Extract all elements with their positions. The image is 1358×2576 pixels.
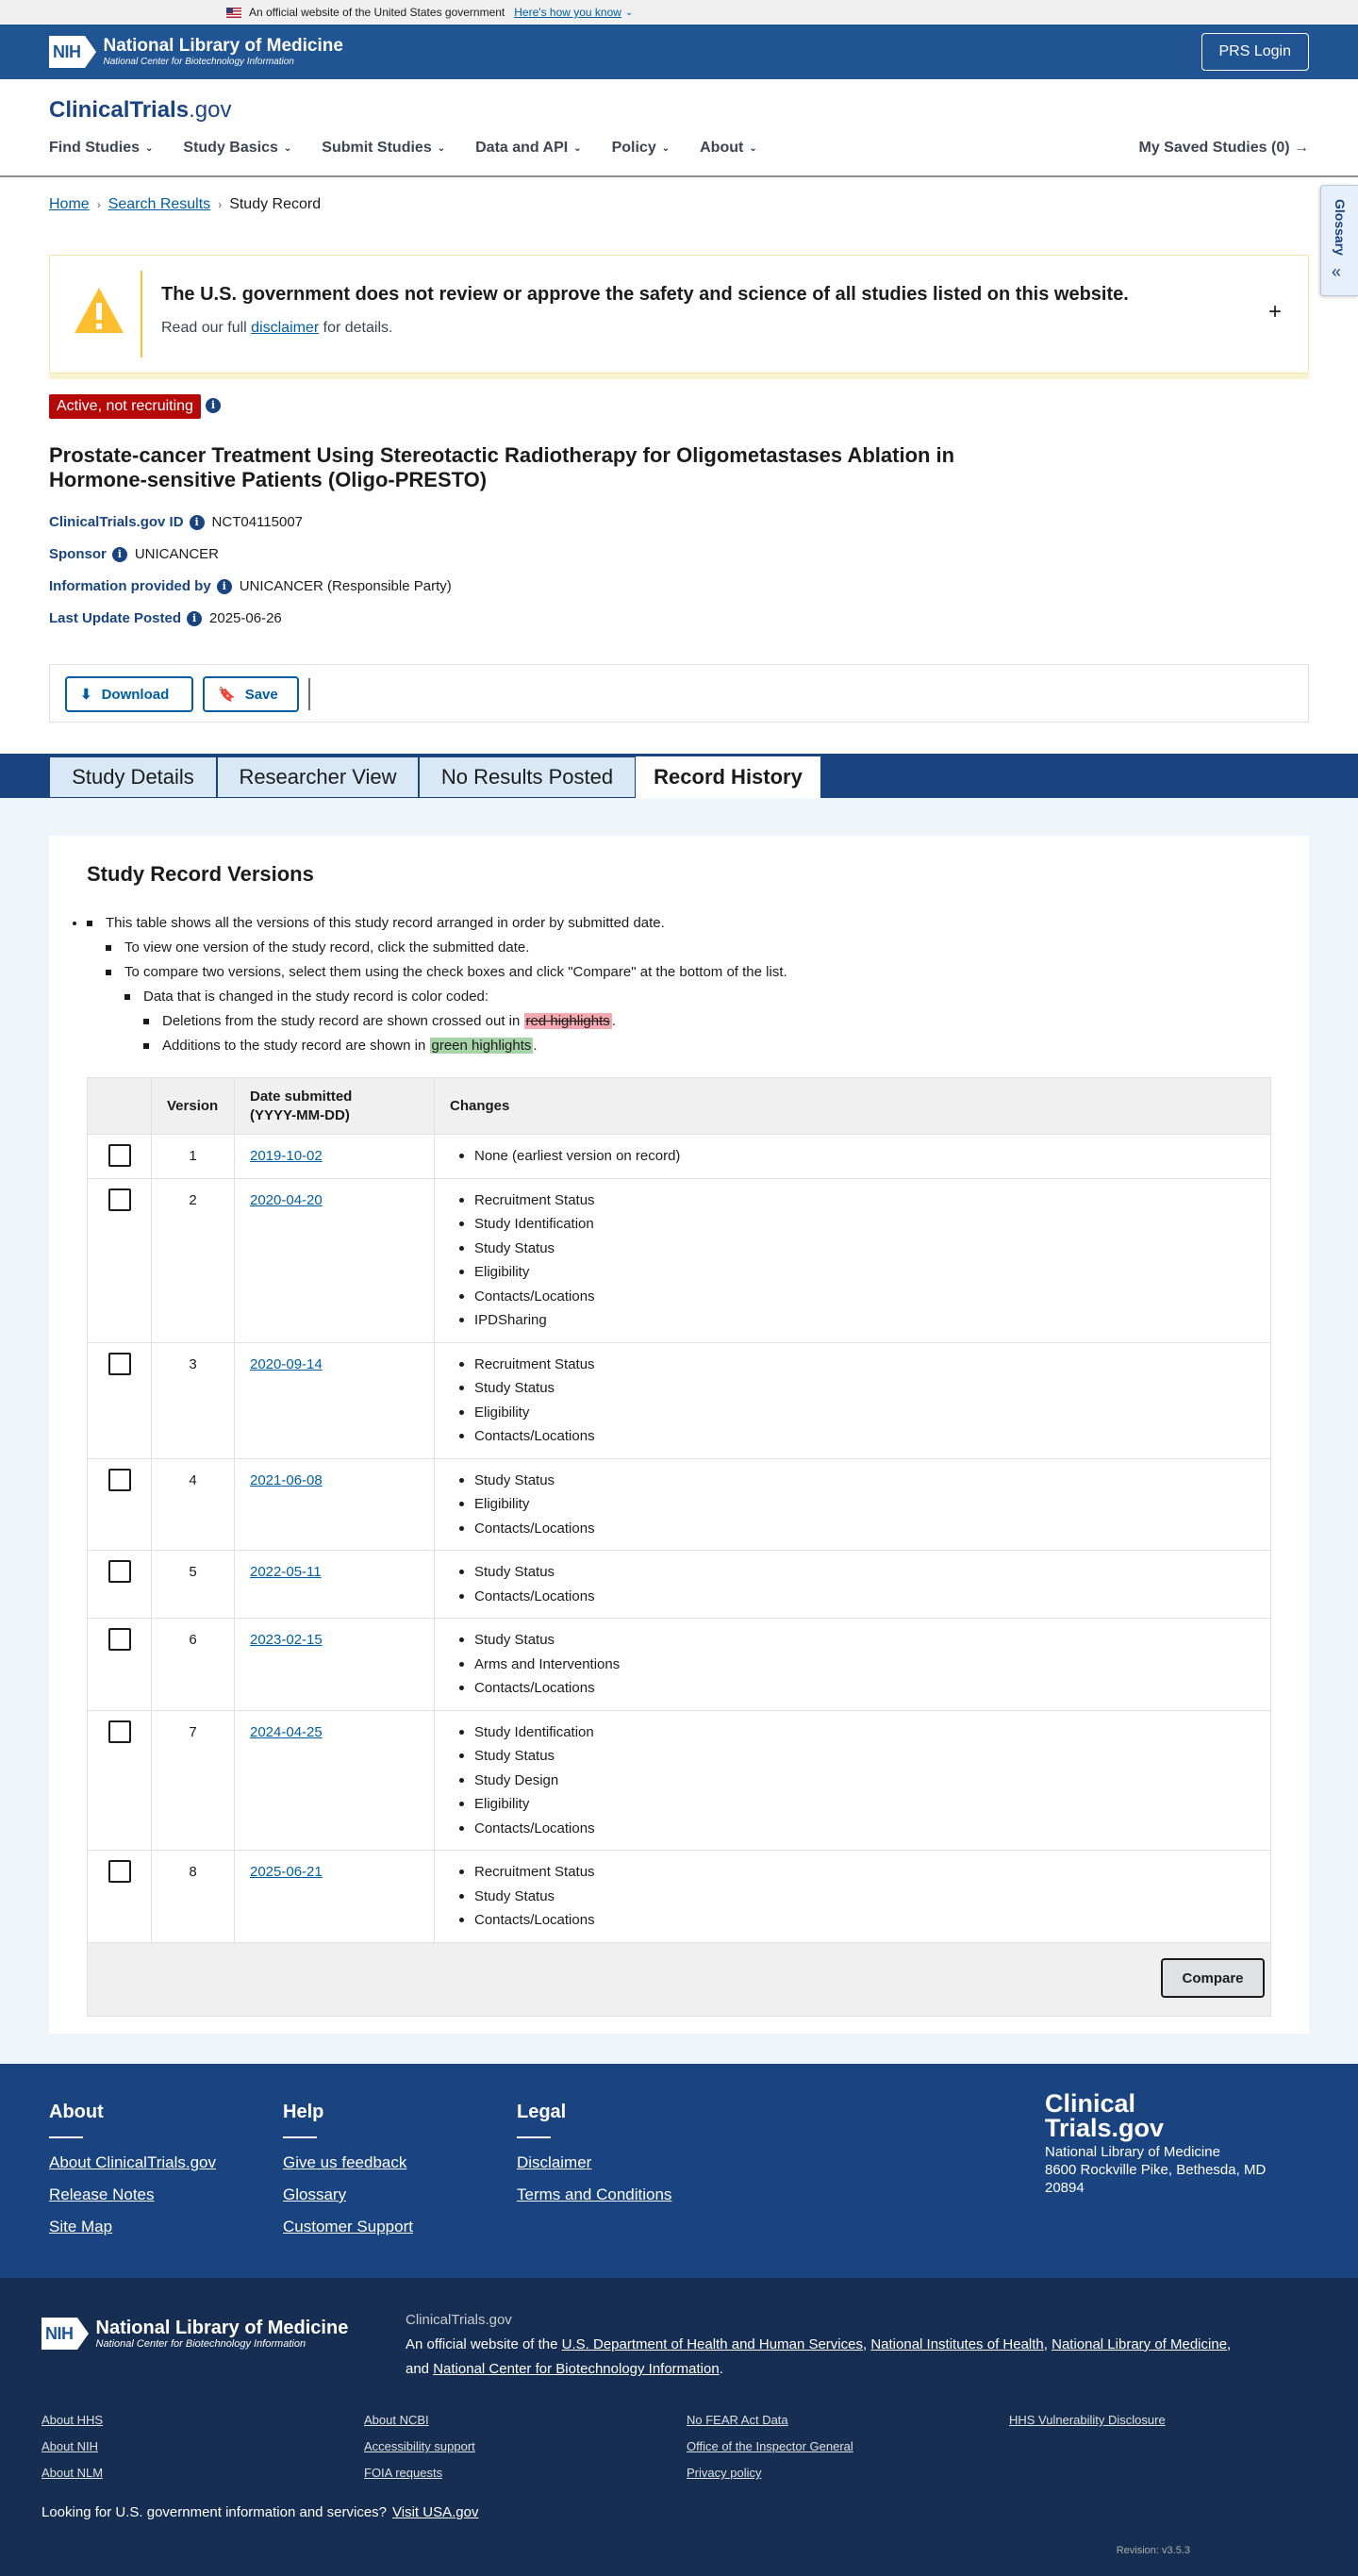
- site-header: [0, 79, 1358, 177]
- nav-about[interactable]: About ⌄: [700, 140, 757, 156]
- chevron-down-icon: ⌄: [145, 142, 154, 154]
- chevron-down-icon: ⌄: [661, 142, 671, 154]
- nih-header: [0, 25, 1358, 79]
- date-cell: [235, 1619, 435, 1711]
- note-5: Deletions from the study record are shown crossed out in red highlights .: [143, 1009, 787, 1034]
- version-number: 2: [152, 1178, 235, 1342]
- footer-link[interactable]: Terms and Conditions: [517, 2185, 672, 2203]
- changes-cell: [435, 1851, 1271, 1943]
- info-icon[interactable]: i: [187, 611, 202, 626]
- version-date-link[interactable]: 2021-06-08: [250, 1471, 323, 1488]
- study-actions: [49, 664, 1309, 723]
- changes-cell: [435, 1178, 1271, 1342]
- col-select: [88, 1078, 152, 1135]
- version-number: 7: [152, 1710, 235, 1851]
- footer-link[interactable]: Office of the Inspector General: [687, 2439, 853, 2453]
- select-cell: [88, 1851, 152, 1943]
- footer-links-col1: [41, 2407, 103, 2486]
- footer-link[interactable]: About NIH: [41, 2439, 98, 2453]
- download-icon: ⬇: [80, 687, 92, 703]
- changes-cell: [435, 1710, 1271, 1851]
- select-cell: [88, 1619, 152, 1711]
- change-item: Contacts/Locations: [450, 1817, 1255, 1841]
- version-date-link[interactable]: 2022-05-11: [250, 1564, 322, 1580]
- us-flag-icon: [226, 8, 241, 18]
- footer-link[interactable]: FOIA requests: [364, 2466, 443, 2480]
- change-item: Recruitment Status: [450, 1860, 1255, 1885]
- disclaimer-alert: [49, 255, 1309, 379]
- change-item: Study Status: [450, 1628, 1255, 1653]
- download-button[interactable]: ⬇ Download: [65, 676, 193, 712]
- alert-text: Read our full disclaimer for details.: [161, 320, 393, 336]
- change-item: Recruitment Status: [450, 1353, 1255, 1377]
- version-checkbox[interactable]: [108, 1560, 131, 1583]
- version-number: 5: [152, 1551, 235, 1619]
- bookmark-icon: 🔖: [218, 687, 236, 703]
- footer-link[interactable]: Customer Support: [283, 2218, 413, 2235]
- chevron-down-icon: ⌄: [283, 142, 292, 154]
- changes-cell: [435, 1458, 1271, 1551]
- info-icon[interactable]: i: [190, 515, 205, 530]
- version-checkbox[interactable]: [108, 1188, 131, 1211]
- meta-ct-id: ClinicalTrials.gov ID i NCT04115007: [49, 514, 303, 530]
- nav-submit-studies[interactable]: Submit Studies ⌄: [322, 140, 446, 156]
- info-icon[interactable]: i: [217, 579, 232, 594]
- change-item: IPDSharing: [450, 1308, 1255, 1333]
- footer-links-col4: [1009, 2407, 1166, 2434]
- clinicaltrials-logo[interactable]: ClinicalTrials.gov: [49, 97, 232, 123]
- nih-subtitle: National Center for Biotechnology Information: [103, 56, 294, 67]
- date-cell: [235, 1135, 435, 1179]
- footer-link[interactable]: About HHS: [41, 2413, 104, 2427]
- select-cell: [88, 1178, 152, 1342]
- nih-mark: NIH: [49, 36, 85, 68]
- arrow-right-icon: →: [1294, 140, 1309, 156]
- change-item: Study Identification: [450, 1720, 1255, 1745]
- change-item: Contacts/Locations: [450, 1676, 1255, 1701]
- changes-cell: [435, 1551, 1271, 1619]
- table-row: [88, 1710, 1271, 1851]
- footer-legal: Legal Disclaimer Terms and Conditions: [517, 2102, 672, 2203]
- nav-policy[interactable]: Policy ⌄: [611, 140, 671, 156]
- nih-logo[interactable]: [49, 36, 343, 68]
- meta-last-update: Last Update Posted i 2025-06-26: [49, 610, 282, 626]
- versions-notes: [87, 911, 787, 1058]
- version-checkbox[interactable]: [108, 1353, 131, 1375]
- compare-row: [87, 1943, 1271, 2017]
- nav-data-and-api[interactable]: Data and API ⌄: [475, 140, 582, 156]
- meta-info-provided: Information provided by i UNICANCER (Responsible Party): [49, 578, 452, 594]
- change-item: Study Status: [450, 1885, 1255, 1909]
- footer-logo[interactable]: Clinical Trials.gov National Library of Medicine 8600 Rockville Pike, Bethesda, MD 20894: [1045, 2089, 1267, 2196]
- info-icon[interactable]: i: [112, 547, 127, 562]
- versions-table: [87, 1077, 1271, 1943]
- change-item: Contacts/Locations: [450, 1424, 1255, 1449]
- ncbi-link[interactable]: National Center for Biotechnology Information: [433, 2361, 720, 2377]
- change-item: Study Status: [450, 1237, 1255, 1261]
- footer-about: About About ClinicalTrials.gov Release Notes Site Map: [49, 2102, 216, 2235]
- chevron-right-icon: ›: [96, 198, 101, 211]
- table-row: [88, 1178, 1271, 1342]
- table-row: [88, 1342, 1271, 1458]
- nlm-link[interactable]: National Library of Medicine: [1052, 2336, 1228, 2352]
- change-item: Study Design: [450, 1769, 1255, 1793]
- changes-cell: [435, 1619, 1271, 1711]
- change-item: Arms and Interventions: [450, 1653, 1255, 1677]
- meta-sponsor: Sponsor i UNICANCER: [49, 546, 220, 562]
- change-item: Study Status: [450, 1469, 1255, 1493]
- divider: [308, 678, 310, 710]
- footer-link[interactable]: Privacy policy: [687, 2466, 762, 2480]
- version-checkbox[interactable]: [108, 1860, 131, 1883]
- visit-usa-gov-link[interactable]: Visit USA.gov: [392, 2504, 479, 2520]
- footer-links-col2: [364, 2407, 475, 2486]
- footer-link[interactable]: About NLM: [41, 2466, 104, 2480]
- gov-banner-text: An official website of the United States government: [249, 6, 505, 19]
- version-checkbox[interactable]: [108, 1144, 131, 1167]
- nav-study-basics[interactable]: Study Basics ⌄: [183, 140, 292, 156]
- study-title: Prostate-cancer Treatment Using Stereotactic Radiotherapy for Oligometastases Ablation in Hormone-sensitive Patients (Oligo-PRESTO): [49, 443, 955, 491]
- note-2: To view one version of the study record, click the submitted date.: [106, 936, 787, 960]
- save-button[interactable]: 🔖 Save: [203, 676, 299, 712]
- table-row: [88, 1851, 1271, 1943]
- col-version: Version: [152, 1078, 235, 1135]
- chevron-down-icon: ⌄: [749, 142, 757, 154]
- chevron-down-icon[interactable]: ⌄: [624, 7, 634, 18]
- change-item: Study Status: [450, 1560, 1255, 1585]
- note-3: To compare two versions, select them using the check boxes and click "Compare" at the bottom of the list. Data that is changed in the study record is color coded: Deletions from the study record are shown crossed out in red highlights . Additions to the study record are shown in green highlights .: [106, 960, 787, 1058]
- footer-link[interactable]: Give us feedback: [283, 2153, 407, 2171]
- col-changes: Changes: [435, 1078, 1271, 1135]
- status-badge: Active, not recruiting: [49, 394, 201, 419]
- footer-top: [0, 2064, 1358, 2278]
- version-date-link[interactable]: 2025-06-21: [250, 1864, 323, 1880]
- hhs-link[interactable]: U.S. Department of Health and Human Services: [561, 2336, 863, 2352]
- change-item: Eligibility: [450, 1492, 1255, 1517]
- footer-links-col3: [687, 2407, 853, 2486]
- version-number: 3: [152, 1342, 235, 1458]
- footer-help: Help Give us feedback Glossary Customer Support: [283, 2102, 413, 2235]
- breadcrumb: [49, 196, 321, 213]
- footer-link[interactable]: About NCBI: [364, 2413, 429, 2427]
- change-item: Contacts/Locations: [450, 1285, 1255, 1309]
- footer-link[interactable]: No FEAR Act Data: [687, 2413, 788, 2427]
- expand-plus-icon[interactable]: +: [1267, 299, 1282, 324]
- version-date-link[interactable]: 2020-04-20: [250, 1191, 323, 1208]
- nav-find-studies[interactable]: Find Studies ⌄: [49, 140, 154, 156]
- revision-text: Revision: v3.5.3: [1116, 2545, 1190, 2556]
- disclaimer-link[interactable]: disclaimer: [251, 320, 320, 336]
- footer-link[interactable]: HHS Vulnerability Disclosure: [1009, 2413, 1166, 2427]
- version-checkbox[interactable]: [108, 1720, 131, 1743]
- nih-title: National Library of Medicine: [103, 36, 343, 57]
- compare-button[interactable]: Compare: [1161, 1958, 1265, 1998]
- heres-how-you-know-link[interactable]: Here's how you know: [514, 6, 621, 19]
- footer-link[interactable]: Site Map: [49, 2218, 113, 2235]
- date-cell: [235, 1458, 435, 1551]
- select-cell: [88, 1135, 152, 1179]
- change-item: Contacts/Locations: [450, 1517, 1255, 1541]
- change-item: Study Identification: [450, 1212, 1255, 1237]
- select-cell: [88, 1551, 152, 1619]
- nih-link[interactable]: National Institutes of Health: [870, 2336, 1044, 2352]
- change-item: Eligibility: [450, 1792, 1255, 1817]
- note-4: Data that is changed in the study record is color coded: Deletions from the study record are shown crossed out in red highlights . Additions to the study record are shown in green highlights .: [124, 985, 787, 1058]
- select-cell: [88, 1458, 152, 1551]
- change-item: Study Status: [450, 1376, 1255, 1401]
- change-item: Recruitment Status: [450, 1188, 1255, 1213]
- col-date: Date submitted (YYYY-MM-DD): [235, 1078, 435, 1135]
- main-nav: [49, 140, 787, 157]
- footer-bottom: [0, 2278, 1358, 2576]
- table-row: [88, 1619, 1271, 1711]
- footer-link[interactable]: Disclaimer: [517, 2153, 592, 2171]
- chevron-down-icon: ⌄: [437, 142, 446, 154]
- breadcrumb-current: Study Record: [229, 196, 322, 212]
- version-number: 1: [152, 1135, 235, 1179]
- chevron-right-icon: ›: [218, 198, 223, 211]
- my-saved-studies-link[interactable]: My Saved Studies (0) →: [1138, 140, 1309, 156]
- footer-link[interactable]: About ClinicalTrials.gov: [49, 2153, 216, 2171]
- date-cell: [235, 1178, 435, 1342]
- glossary-tab[interactable]: [1320, 185, 1358, 296]
- info-icon[interactable]: i: [206, 398, 221, 413]
- usa-gov-line: Looking for U.S. government information and services? Visit USA.gov: [41, 2504, 479, 2520]
- select-cell: [88, 1710, 152, 1851]
- tab-record-history[interactable]: Record History: [636, 756, 820, 798]
- date-cell: [235, 1551, 435, 1619]
- prs-login-button[interactable]: PRS Login: [1201, 33, 1310, 71]
- versions-heading: Study Record Versions: [87, 862, 314, 886]
- official-website-text: ClinicalTrials.gov An official website of the U.S. Department of Health and Human Services, National Institutes of Health, National Library of Medicine, and National Center for Biotechnology Information.: [406, 2312, 1232, 2377]
- version-date-link[interactable]: 2024-04-25: [250, 1723, 323, 1740]
- glossary-label: Glossary: [1333, 199, 1348, 256]
- tab-no-results-posted[interactable]: No Results Posted: [419, 756, 636, 798]
- note-6: Additions to the study record are shown in green highlights .: [143, 1034, 787, 1058]
- date-cell: [235, 1851, 435, 1943]
- table-row: [88, 1458, 1271, 1551]
- warning-icon: [73, 284, 125, 337]
- change-item: Eligibility: [450, 1401, 1255, 1425]
- change-item: Study Status: [450, 1744, 1255, 1769]
- change-item: Contacts/Locations: [450, 1585, 1255, 1609]
- version-date-link[interactable]: 2020-09-14: [250, 1355, 323, 1372]
- table-row: [88, 1135, 1271, 1179]
- date-cell: [235, 1342, 435, 1458]
- chevron-down-icon: ⌄: [573, 142, 582, 154]
- breadcrumb-search-results[interactable]: Search Results: [108, 196, 211, 212]
- version-number: 6: [152, 1619, 235, 1711]
- double-chevron-left-icon: «: [1332, 262, 1342, 281]
- version-checkbox[interactable]: [108, 1628, 131, 1651]
- nlm-footer-logo[interactable]: NIH National Library of Medicine National Center for Biotechnology Information: [41, 2318, 348, 2350]
- note-1: • This table shows all the versions of this study record arranged in order by submitted date. To view one version of the study record, click the submitted date. To compare two versions, select them using the check boxes and click "Compare" at the bottom of the list. Data that is changed in the study record is color coded: Deletions from the study record are shown crossed out in red highlights . Additions to the study record are shown in green highlights .: [87, 911, 787, 1058]
- version-date-link[interactable]: 2019-10-02: [250, 1148, 323, 1164]
- changes-cell: [435, 1342, 1271, 1458]
- tab-researcher-view[interactable]: Researcher View: [217, 756, 419, 798]
- alert-title: The U.S. government does not review or approve the safety and science of all studies listed on this website.: [161, 284, 1129, 305]
- version-checkbox[interactable]: [108, 1469, 131, 1491]
- version-number: 4: [152, 1458, 235, 1551]
- tab-study-details[interactable]: Study Details: [49, 756, 217, 798]
- versions-card: [49, 836, 1309, 2034]
- change-item: Eligibility: [450, 1260, 1255, 1285]
- version-date-link[interactable]: 2023-02-15: [250, 1632, 323, 1648]
- date-cell: [235, 1710, 435, 1851]
- change-item: None (earliest version on record): [450, 1144, 1255, 1169]
- version-number: 8: [152, 1851, 235, 1943]
- breadcrumb-home[interactable]: Home: [49, 196, 90, 212]
- select-cell: [88, 1342, 152, 1458]
- footer-link[interactable]: Release Notes: [49, 2185, 155, 2203]
- changes-cell: [435, 1135, 1271, 1179]
- footer-link[interactable]: Accessibility support: [364, 2439, 475, 2453]
- change-item: Contacts/Locations: [450, 1908, 1255, 1933]
- gov-banner: [0, 0, 1358, 25]
- footer-link[interactable]: Glossary: [283, 2185, 347, 2203]
- table-row: [88, 1551, 1271, 1619]
